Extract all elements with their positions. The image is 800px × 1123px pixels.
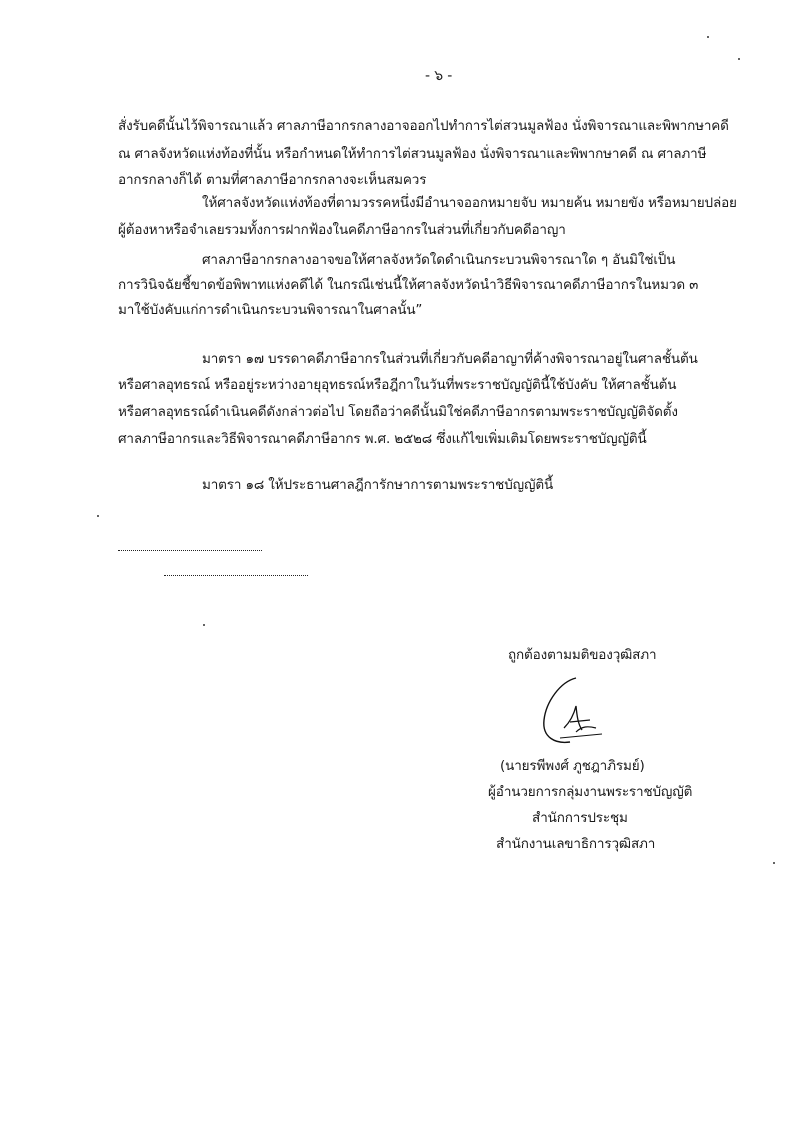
section17-line3: หรือศาลอุทธรณ์ดำเนินคดีดังกล่าวต่อไป โดยถือว่าคดีนั้นมิใช่คดีภาษีอากรตามพระราชบัญญัติจัดตั้ง	[118, 404, 678, 420]
signatory-office: สำนักการประชุม	[532, 810, 628, 826]
scan-speck	[97, 515, 99, 517]
para3-line3: มาใช้บังคับแก่การดำเนินกระบวนพิจารณาในศาลนั้น”	[118, 302, 423, 318]
section18-line1: มาตรา ๑๘ ให้ประธานศาลฎีการักษาการตามพระราชบัญญัตินี้	[202, 477, 554, 493]
section17-line2: หรือศาลอุทธรณ์ หรืออยู่ระหว่างอายุอุทธรณ์หรือฎีกาในวันที่พระราชบัญญัตินี้ใช้บังคับ ให้ศาลชั้นต้น	[118, 377, 677, 393]
signatory-name: (นายรพีพงศ์ ภูชฎาภิรมย์)	[500, 758, 645, 774]
para1-line2: ณ ศาลจังหวัดแห่งท้องที่นั้น หรือกำหนดให้ทำการไต่สวนมูลฟ้อง นั่งพิจารณาและพิพากษาคดี ณ ศาลภาษี	[118, 146, 707, 162]
signature	[524, 670, 614, 755]
section17-line4: ศาลภาษีอากรและวิธีพิจารณาคดีภาษีอากร พ.ศ. ๒๕๒๘ ซึ่งแก้ไขเพิ่มเติมโดยพระราชบัญญัตินี้	[118, 431, 647, 447]
scan-speck	[707, 36, 709, 38]
dotted-separator-2	[164, 575, 308, 576]
para2-line2: ผู้ต้องหาหรือจำเลยรวมทั้งการฝากฟ้องในคดีภาษีอากรในส่วนที่เกี่ยวกับคดีอาญา	[118, 222, 566, 238]
signatory-position: ผู้อำนวยการกลุ่มงานพระราชบัญญัติ	[488, 784, 693, 800]
scan-speck	[738, 58, 740, 60]
section17-line1: มาตรา ๑๗ บรรดาคดีภาษีอากรในส่วนที่เกี่ยวกับคดีอาญาที่ค้างพิจารณาอยู่ในศาลชั้นต้น	[202, 351, 698, 367]
dotted-separator-1	[118, 550, 262, 551]
scan-speck	[203, 624, 205, 626]
signatory-agency: สำนักงานเลขาธิการวุฒิสภา	[496, 836, 656, 852]
scan-speck	[773, 862, 775, 864]
para1-line3: อากรกลางก็ได้ ตามที่ศาลภาษีอากรกลางจะเห็นสมควร	[118, 172, 427, 188]
para3-line2: การวินิจฉัยชี้ขาดข้อพิพาทแห่งคดีได้ ในกรณีเช่นนี้ให้ศาลจังหวัดนำวิธีพิจารณาคดีภาษีอากรในหมวด ๓	[118, 277, 699, 293]
para2-line1: ให้ศาลจังหวัดแห่งท้องที่ตามวรรคหนึ่งมีอำนาจออกหมายจับ หมายค้น หมายขัง หรือหมายปล่อย	[202, 195, 737, 211]
page-number: - ๖ -	[425, 68, 453, 84]
para1-line1: สั่งรับคดีนั้นไว้พิจารณาแล้ว ศาลภาษีอากรกลางอาจออกไปทำการไต่สวนมูลฟ้อง นั่งพิจารณาและพิพากษาคดี	[118, 118, 729, 134]
para3-line1: ศาลภาษีอากรกลางอาจขอให้ศาลจังหวัดใดดำเนินกระบวนพิจารณาใด ๆ อันมิใช่เป็น	[202, 252, 676, 268]
certification-statement: ถูกต้องตามมติของวุฒิสภา	[508, 647, 657, 663]
